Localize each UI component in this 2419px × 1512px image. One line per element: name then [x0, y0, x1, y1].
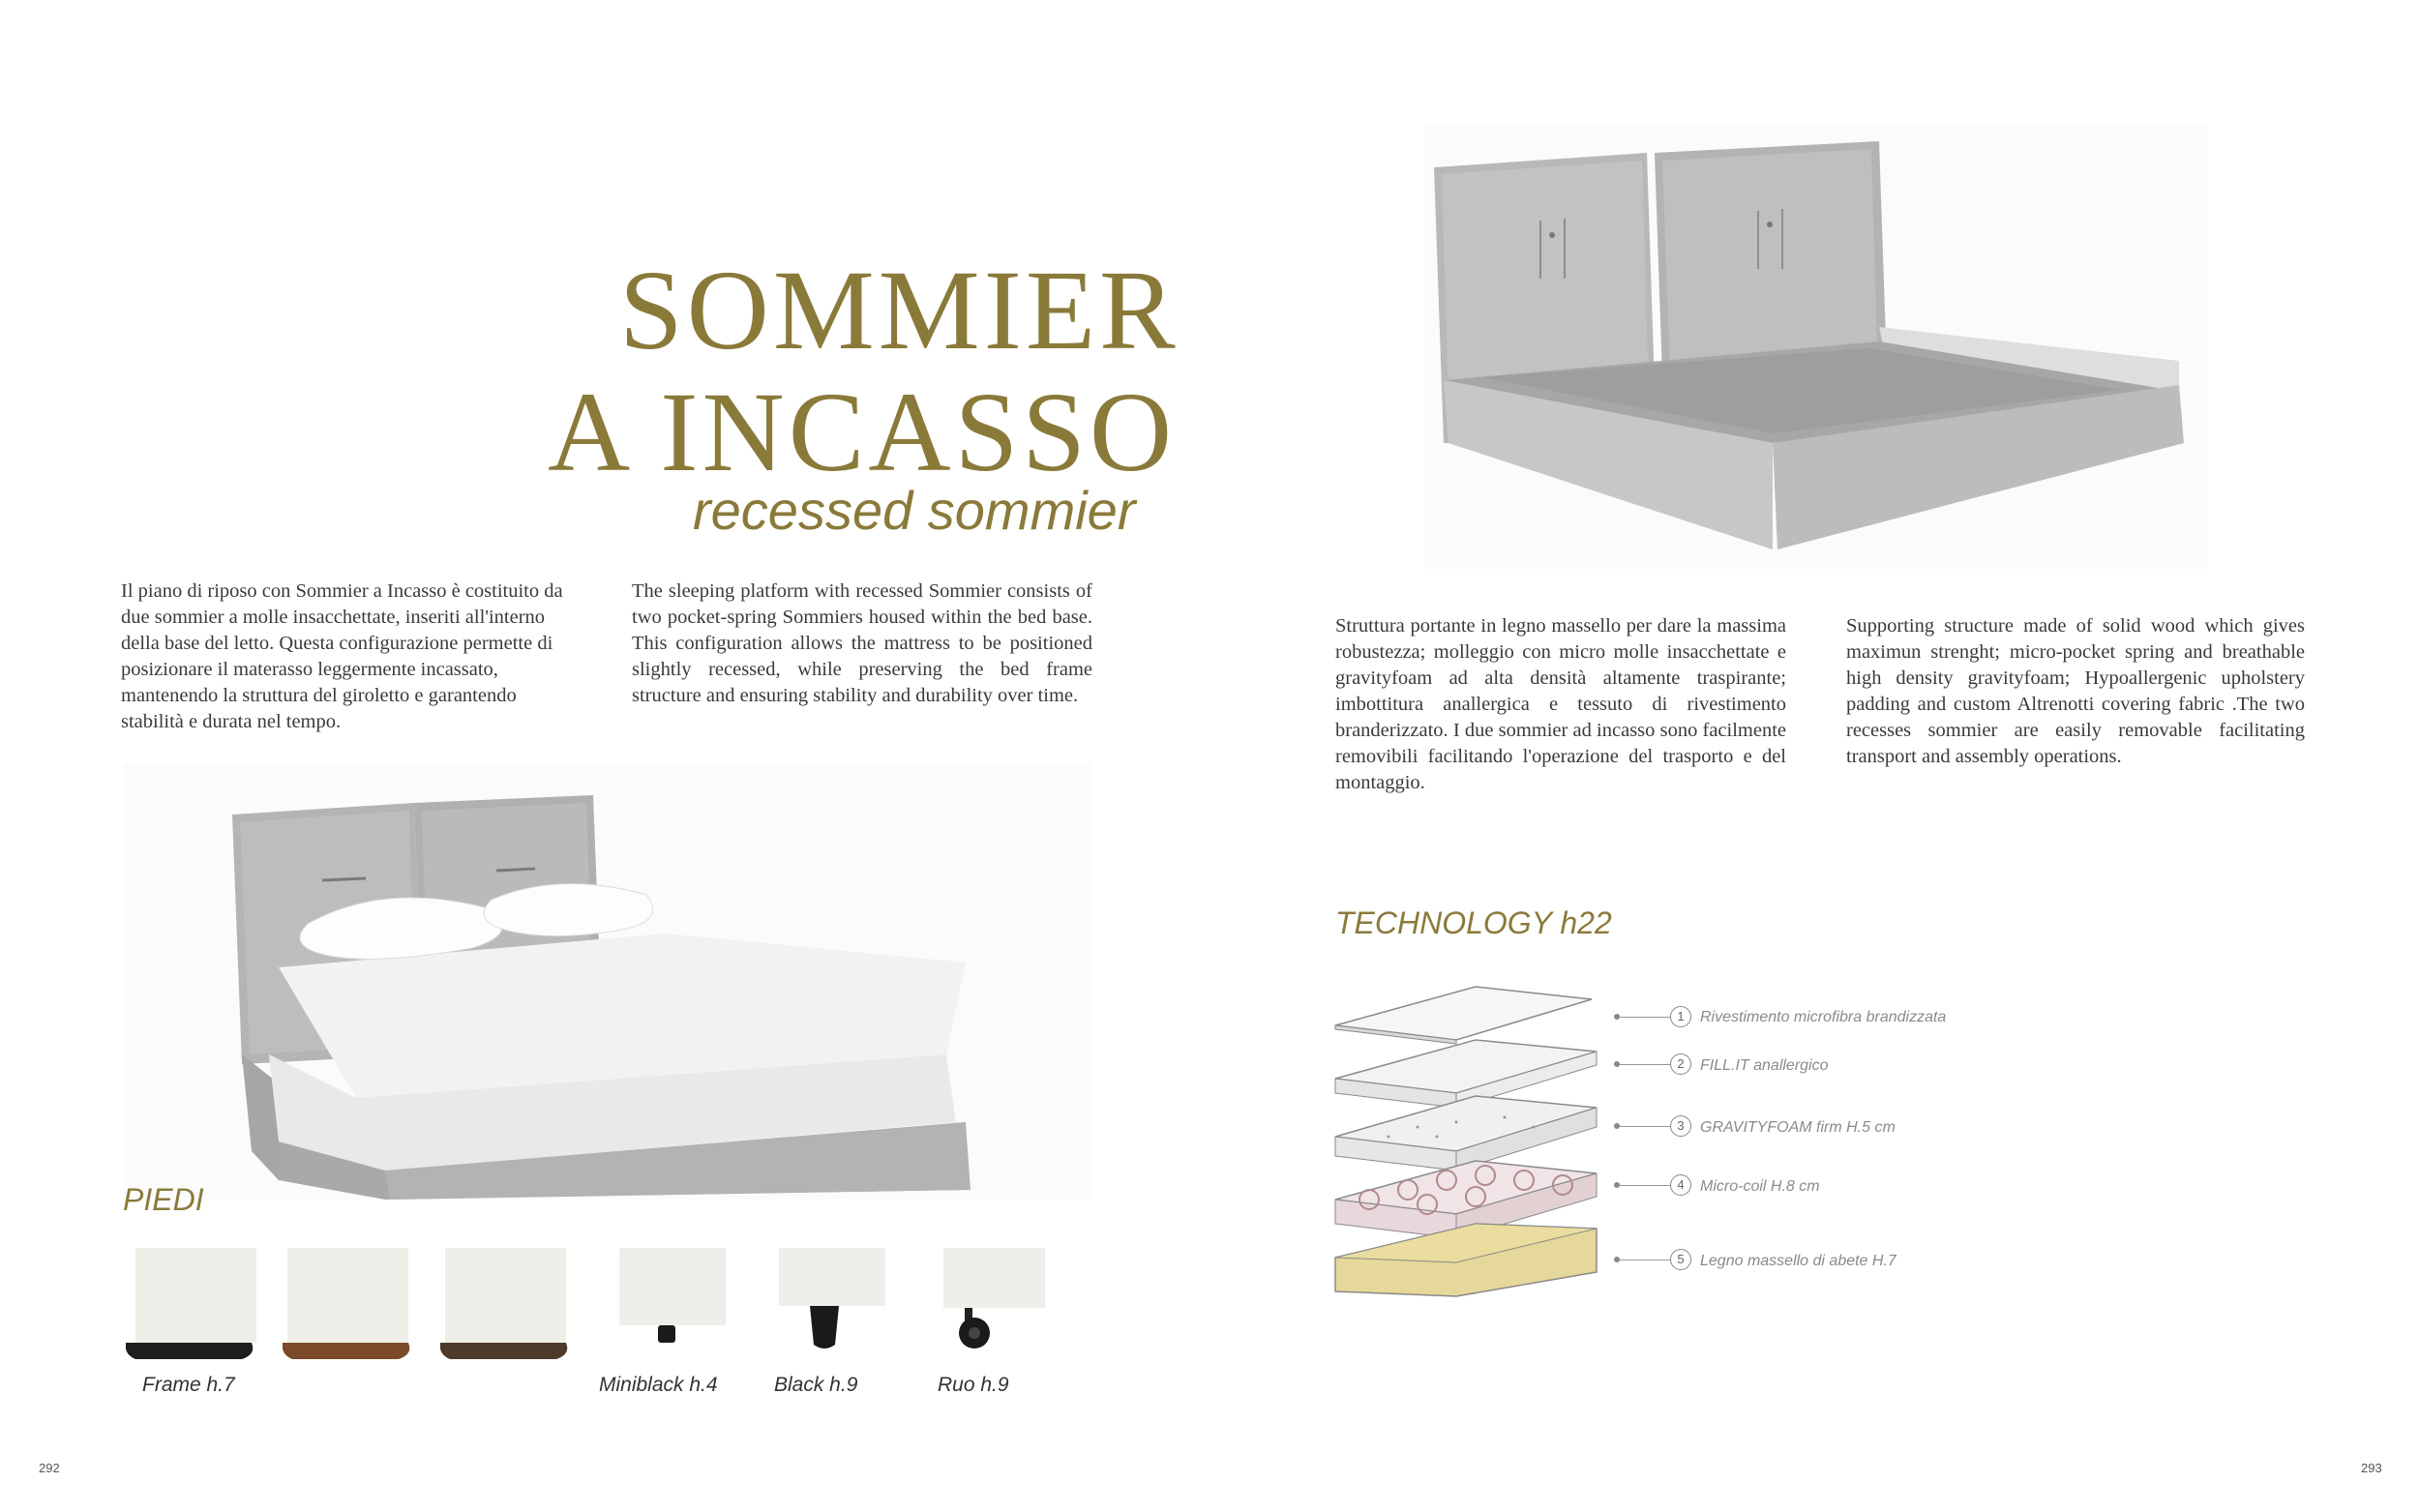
layer-number-badge: 5 [1670, 1249, 1691, 1270]
page-subtitle: recessed sommier [693, 480, 1136, 541]
layer-leader-dot [1614, 1257, 1620, 1262]
bed-frame-sommier-image [1424, 124, 2208, 569]
page-number-right: 293 [2361, 1461, 2382, 1475]
layer-number-badge: 1 [1670, 1006, 1691, 1027]
foot-black-image [779, 1248, 885, 1359]
layer-label: Rivestimento microfibra brandizzata [1700, 1009, 1947, 1025]
layer-leader-dot [1614, 1061, 1620, 1067]
structure-text-italian: Struttura portante in legno massello per dare la massima robustezza; molleggio con micro molle insacchettate e gravityfoam ad alta densità altamente traspirante; imbottitura anallergica e tessuto di rivestimento branderizzato. I due sommier ad incasso sono facilmente removibili facilitando l'operazione del trasporto e del montaggio. [1335, 615, 1786, 793]
feet-heading: PIEDI [123, 1182, 204, 1217]
foot-caption-ruo: Ruo h.9 [938, 1374, 1009, 1396]
layer-leader-line [1616, 1017, 1670, 1018]
foot-caption-frame: Frame h.7 [142, 1374, 235, 1396]
foot-ruo-image [939, 1248, 1045, 1359]
layer-label: Micro-coil H.8 cm [1700, 1178, 1820, 1195]
intro-text-italian: Il piano di riposo con Sommier a Incasso è costituito da due sommier a molle insacchettate, inseriti all'interno della base del letto. Questa configurazione permette di posizionare il materasso leggermente incassato, mantenendo la struttura del giroletto e garantendo stabilità e durata nel tempo. [121, 580, 563, 732]
layer-leader-line [1616, 1064, 1670, 1065]
page-title-line1: SOMMIER [619, 247, 1180, 373]
foot-miniblack-image [619, 1248, 726, 1359]
layer-label: FILL.IT anallergico [1700, 1057, 1829, 1074]
foot-caption-miniblack: Miniblack h.4 [599, 1374, 718, 1396]
foot-frame-dark-wood-image [440, 1248, 571, 1359]
foot-caption-black: Black h.9 [774, 1374, 858, 1396]
layer-leader-dot [1614, 1014, 1620, 1020]
layer-label: Legno massello di abete H.7 [1700, 1253, 1896, 1269]
structure-text-english: Supporting structure made of solid wood which gives maximun strenght; micro-pocket spring and breathable high density gravityfoam; Hypoallergenic upholstery padding and custom Altrenotti covering fabric .The two recesses sommier are easily removable facilitating transport and assembly operations. [1846, 615, 2305, 767]
layer-number-badge: 4 [1670, 1174, 1691, 1196]
technology-heading: TECHNOLOGY h22 [1335, 905, 1612, 940]
layer-leader-dot [1614, 1123, 1620, 1129]
layer-leader-line [1616, 1126, 1670, 1127]
foot-frame-walnut-image [283, 1248, 413, 1359]
page-title-line2: A INCASSO [548, 369, 1177, 495]
layer-label: GRAVITYFOAM firm H.5 cm [1700, 1119, 1896, 1136]
foot-frame-black-image [126, 1248, 256, 1359]
mattress-layers-diagram [1330, 982, 1606, 1301]
layer-leader-dot [1614, 1182, 1620, 1188]
layer-leader-line [1616, 1185, 1670, 1186]
intro-text-english: The sleeping platform with recessed Sommier consists of two pocket-spring Sommiers housed within the bed base. This configuration allows the mattress to be positioned slightly recessed, while preserving the bed frame structure and ensuring stability and durability over time. [632, 580, 1092, 706]
page-number-left: 292 [39, 1461, 60, 1475]
bed-with-mattress-image [124, 764, 1091, 1200]
layer-number-badge: 3 [1670, 1115, 1691, 1137]
layer-number-badge: 2 [1670, 1053, 1691, 1075]
